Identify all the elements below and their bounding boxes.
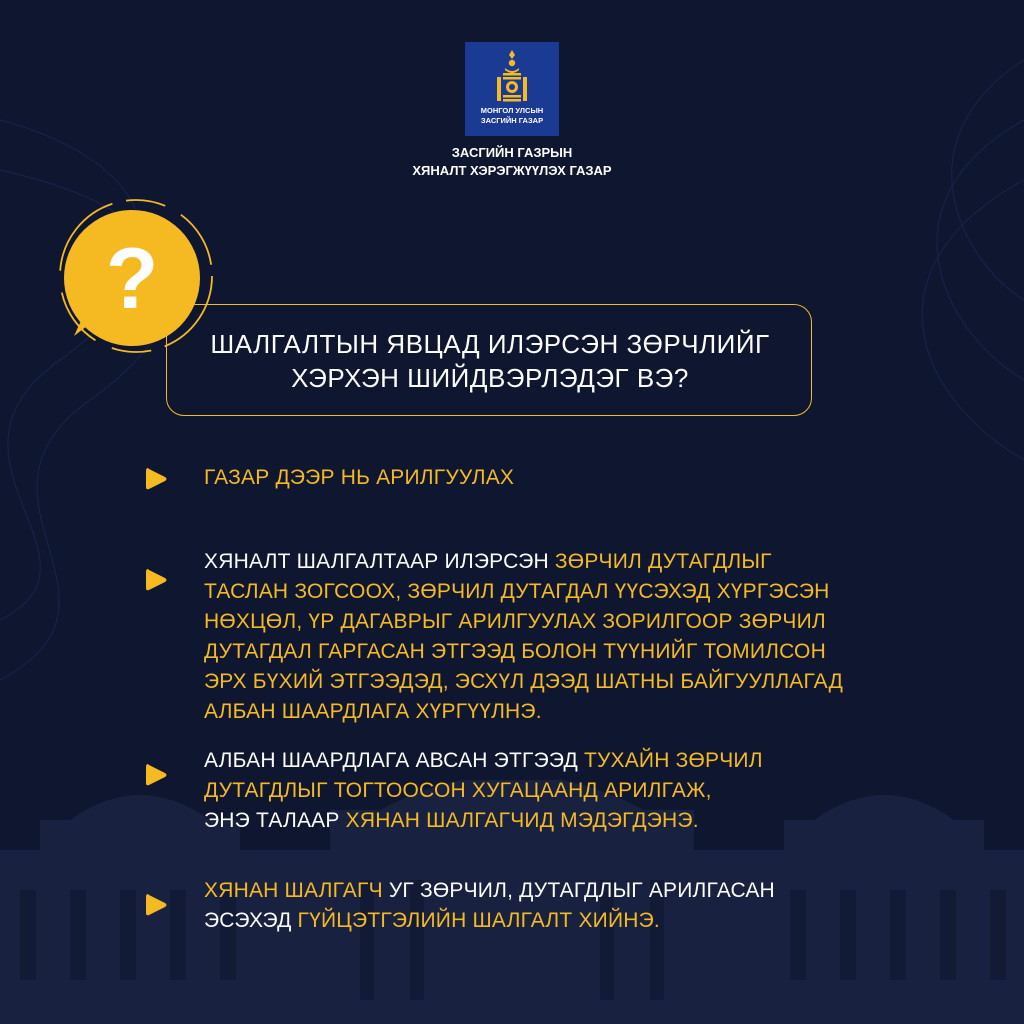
item-3-line1 xyxy=(204,746,944,776)
logo-caption-line1: МОНГОЛ УЛСЫН xyxy=(480,106,544,115)
logo-caption xyxy=(465,106,559,126)
list-item-1 xyxy=(204,463,944,493)
play-bullet-icon xyxy=(144,762,168,788)
organization-name xyxy=(362,144,662,180)
list-item-3 xyxy=(204,746,944,836)
item-3-line3 xyxy=(204,806,944,836)
item-3-line2 xyxy=(204,776,944,806)
item-2-line5 xyxy=(204,667,944,697)
item-2-line1 xyxy=(204,547,944,577)
svg-text:?: ? xyxy=(105,231,159,327)
government-logo xyxy=(465,42,559,136)
highlight-text: ХЯНАН ШАЛГАГЧ xyxy=(204,879,383,902)
plain-text: АЛБАН ШААРДЛАГА АВСАН ЭТГЭЭД xyxy=(204,749,584,772)
highlight-text: НӨХЦӨЛ, ҮР ДАГАВРЫГ АРИЛГУУЛАХ ЗОРИЛГООР ЗӨРЧИЛ xyxy=(204,610,826,633)
plain-text: ЭСЭХЭД xyxy=(204,909,298,932)
item-2-line2 xyxy=(204,577,944,607)
plain-text: ЭНЭ ТАЛААР xyxy=(204,809,346,832)
question-line2: ХЭРХЭН ШИЙДВЭРЛЭДЭГ ВЭ? xyxy=(291,363,689,393)
highlight-text: ГҮЙЦЭТГЭЛИЙН ШАЛГАЛТ ХИЙНЭ. xyxy=(297,909,660,932)
organization-name-line1: ЗАСГИЙН ГАЗРЫН xyxy=(451,145,573,160)
play-bullet-icon xyxy=(144,892,168,918)
plain-text: ХЯНАЛТ ШАЛГАЛТААР ИЛЭРСЭН xyxy=(204,550,555,573)
question-box xyxy=(166,304,812,416)
list-item-2 xyxy=(204,547,944,727)
organization-name-line2: ХЯНАЛТ ХЭРЭГЖҮҮЛЭХ ГАЗАР xyxy=(412,163,612,178)
question-title xyxy=(187,327,793,395)
play-bullet-icon xyxy=(144,466,168,492)
item-1-line1 xyxy=(204,463,944,493)
item-2-line6 xyxy=(204,697,944,727)
item-4-line2 xyxy=(204,906,944,936)
highlight-text: ХЯНАН ШАЛГАГЧИД МЭДЭГДЭНЭ. xyxy=(345,809,699,832)
highlight-text: ДУТАГДАЛ ГАРГАСАН ЭТГЭЭД БОЛОН ТҮҮНИЙГ ТОМИЛСОН xyxy=(204,640,826,663)
item-2-line4 xyxy=(204,637,944,667)
plain-text: УГ ЗӨРЧИЛ, ДУТАГДЛЫГ АРИЛГАСАН xyxy=(382,879,775,902)
soyombo-emblem-icon xyxy=(491,50,533,108)
list-item-4 xyxy=(204,876,944,936)
highlight-text: ТАСЛАН ЗОГСООХ, ЗӨРЧИЛ ДУТАГДАЛ ҮҮСЭХЭД ХҮРГЭСЭН xyxy=(204,580,830,603)
item-2-line3 xyxy=(204,607,944,637)
highlight-text: ТУХАЙН ЗӨРЧИЛ xyxy=(583,749,763,772)
question-line1: ШАЛГАЛТЫН ЯВЦАД ИЛЭРСЭН ЗӨРЧЛИЙГ xyxy=(210,329,770,359)
logo-caption-line2: ЗАСГИЙН ГАЗАР xyxy=(480,116,544,125)
highlight-text: ЭРХ БҮХИЙ ЭТГЭЭДЭД, ЭСХҮЛ ДЭЭД ШАТНЫ БАЙГУУЛЛАГАД xyxy=(204,670,844,693)
highlight-text: АЛБАН ШААРДЛАГА ХҮРГҮҮЛНЭ. xyxy=(204,700,542,723)
highlight-text: ГАЗАР ДЭЭР НЬ АРИЛГУУЛАХ xyxy=(204,466,515,489)
item-4-line1 xyxy=(204,876,944,906)
highlight-text: ЗӨРЧИЛ ДУТАГДЛЫГ xyxy=(554,550,772,573)
highlight-text: ДУТАГДЛЫГ ТОГТООСОН ХУГАЦААНД АРИЛГАЖ, xyxy=(204,779,712,802)
play-bullet-icon xyxy=(144,567,168,593)
